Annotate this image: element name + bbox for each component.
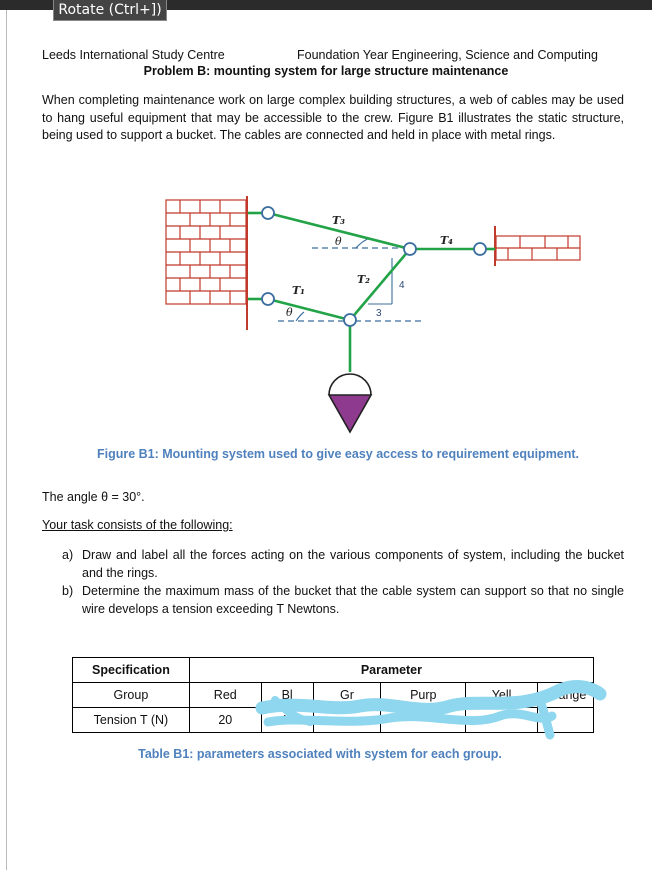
ring-lower-junction bbox=[344, 314, 356, 326]
label-t2: T₂ bbox=[357, 273, 371, 286]
ring-left-lower bbox=[262, 293, 274, 305]
figure-caption: Figure B1: Mounting system used to give easy access to requirement equipment. bbox=[96, 447, 580, 461]
label-t4: T₄ bbox=[440, 234, 454, 247]
group-label: Group bbox=[73, 683, 190, 708]
group-cell: Yell bbox=[466, 683, 538, 708]
intro-paragraph: When completing maintenance work on large complex building structures, a web of cables may be used to hang useful equipment that may be accessible to the crew. Figure B1 illustrates the static structure, being used to support a bucket. The cables are connected and held in place with metal rings. bbox=[42, 93, 624, 142]
group-cell: Bl bbox=[261, 683, 313, 708]
header-institution: Leeds International Study Centre bbox=[42, 48, 225, 62]
task-label: b) bbox=[62, 584, 74, 598]
tension-cell: 20 bbox=[189, 708, 261, 733]
task-item-a bbox=[62, 546, 624, 582]
angle-statement: The angle θ = 30°. bbox=[42, 490, 145, 504]
label-theta-upper: θ bbox=[335, 235, 342, 248]
label-t1: T₁ bbox=[292, 284, 306, 297]
bucket bbox=[329, 374, 371, 432]
ring-left-upper bbox=[262, 207, 274, 219]
group-cell: Red bbox=[189, 683, 261, 708]
cables bbox=[248, 213, 495, 372]
parameter-header: Parameter bbox=[189, 658, 593, 683]
task-item-b bbox=[62, 582, 624, 618]
page-edge bbox=[6, 10, 7, 870]
left-brick-wall bbox=[166, 200, 246, 304]
label-theta-lower: θ bbox=[286, 306, 293, 319]
task-text: Draw and label all the forces acting on the various components of system, including the bucket and the rings. bbox=[82, 548, 624, 580]
table-caption: Table B1: parameters associated with system for each group. bbox=[138, 747, 502, 761]
group-cell: Orange bbox=[538, 683, 594, 708]
right-brick-wall bbox=[496, 236, 580, 260]
label-rise: 4 bbox=[399, 280, 405, 291]
rotate-button[interactable]: Rotate (Ctrl+]) bbox=[53, 0, 167, 21]
ring-right bbox=[474, 243, 486, 255]
header-course: Foundation Year Engineering, Science and Computing bbox=[297, 48, 598, 62]
tension-cell bbox=[381, 708, 466, 733]
tension-cell: 40 bbox=[261, 708, 313, 733]
parameter-table bbox=[72, 657, 594, 733]
tension-cell bbox=[538, 708, 594, 733]
ring-upper-junction bbox=[404, 243, 416, 255]
mounting-system-figure bbox=[150, 190, 590, 440]
tension-cell bbox=[466, 708, 538, 733]
label-t3: T₃ bbox=[332, 214, 346, 227]
group-cell: Purp bbox=[381, 683, 466, 708]
task-label: a) bbox=[62, 548, 74, 562]
task-text: Determine the maximum mass of the bucket that the cable system can support so that no single wire develops a tension exceeding T Newtons. bbox=[82, 584, 624, 616]
tension-label: Tension T (N) bbox=[73, 708, 190, 733]
group-cell: Gr bbox=[313, 683, 381, 708]
rings bbox=[262, 207, 486, 326]
spec-header: Specification bbox=[73, 658, 190, 683]
cable-t1 bbox=[268, 299, 350, 320]
problem-title: Problem B: mounting system for large structure maintenance bbox=[143, 64, 509, 78]
label-run: 3 bbox=[376, 308, 382, 319]
task-heading: Your task consists of the following: bbox=[42, 518, 233, 532]
tension-cell bbox=[313, 708, 381, 733]
